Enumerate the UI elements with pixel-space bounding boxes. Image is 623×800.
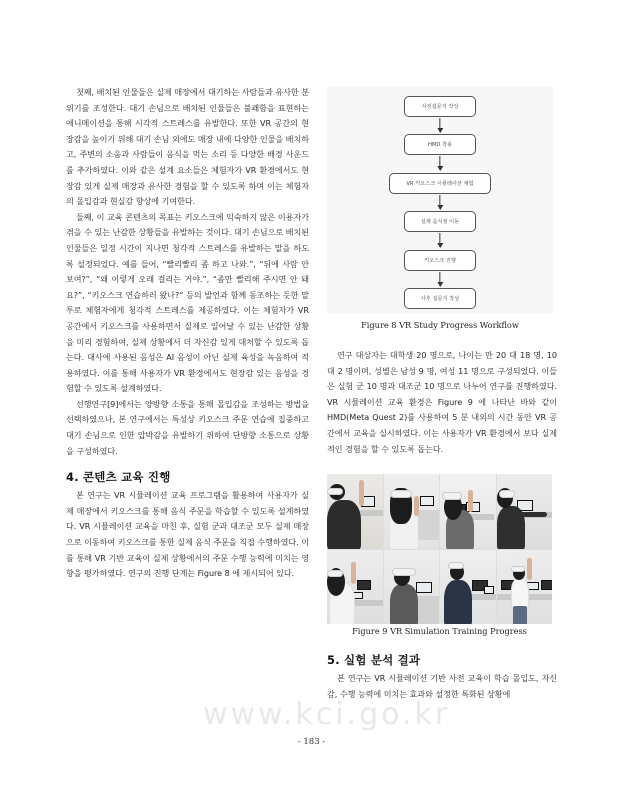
arrow-down-icon [439,195,440,209]
participants-paragraph: 연구 대상자는 대학생 20 명으로, 나이는 만 20 대 18 명, 10 대 2 명이며, 성별은 남성 9 명, 여성 11 명으로 구성되었다. 이들은 실험 군 10 명과 대조군 10 명으로 나누어 연구를 진행하였다. VR 시뮬레이션 교육 환경은 Figure 9 에 나타난 바와 같이 HMD(Meta Quest 2)를 사용하여 5 분 내외의 시간 동안 VR 공간에서 교육을 실시하였다. 이는 사용자가 VR 환경에서 보다 실제적인 경험을 할 수 있도록 돕는다. [327,350,557,454]
section-4-heading: 4. 콘텐츠 교육 진행 [66,470,171,485]
paragraph-prior-research: 선행연구[9]에서는 양방향 소통을 통해 몰입감을 조성하는 방법을 선택하였으나, 본 연구에서는 특성상 키오스크 주문 연습에 집중하고 대기 손님으로 인한 압박감을 유발하기 위하여 단방향 소통으로 상황을 구성하였다. [66,398,309,456]
arrow-down-icon [439,156,440,170]
section-5-paragraph: 본 연구는 VR 시뮬레이션 기반 사전 교육이 학습 몰입도, 자신감, 수행 능력에 미치는 효과와 설정한 특화된 상황에 [327,673,557,699]
paragraph-first-design-element: 첫째, 배치된 인물들은 실제 매장에서 대기하는 사람들과 유사한 분위기를 조성한다. 대기 손님으로 배치된 인물들은 불쾌함을 표현하는 애니메이션을 통해 시각적 스트레스를 유발한다. 또한 VR 공간의 현장감을 높이기 위해 대기 손님 외에도 매장 내에 다양한 인물을 배치하고, 주변의 소음과 사람들이 음식을 먹는 소리 등 다양한 배경 사운드를 추가하였다. 이와 같은 설계 요소들은 체험자가 VR 환경에서도 현장감 있게 실제 매장과 유사한 경험을 할 수 있도록 하며 이는 체험자의 몰입감과 현실감 향상에 기여한다. [66,87,309,207]
left-column [66,85,309,582]
workflow-flowchart [327,86,553,314]
right-column-lower [327,652,557,702]
workflow-step-kiosk: 키오스크 진행 [404,250,476,271]
section-5-heading: 5. 실험 분석 결과 [327,653,421,667]
training-photo-3 [440,474,496,549]
workflow-step-hmd: HMD 착용 [404,134,476,155]
page-number: - 183 - [297,737,326,747]
right-column-upper [327,348,557,457]
workflow-step-post-survey: 사후 설문지 작성 [404,288,476,309]
arrow-down-icon [439,118,440,132]
figure-8-caption: Figure 8 VR Study Progress Workflow [361,320,519,330]
arrow-down-icon [439,233,440,247]
kci-watermark: www.kci.go.kr [203,697,451,732]
training-photo-5 [327,550,383,625]
figure-8-workflow-diagram [327,86,553,314]
section-4-paragraph: 본 연구는 VR 시뮬레이션 교육 프로그램을 활용하여 사용자가 실제 매장에서 키오스크를 통해 음식 주문을 학습할 수 있도록 설계하였다. VR 시뮬레이션 교육을 마친 후, 실험 군과 대조군 모두 실제 매장으로 이동하여 키오스크를 통한 실제 음식 주문을 직접 수행하였다. 이를 통해 VR 기반 교육이 실제 상황에서의 주문 수행 능력에 미치는 영향을 평가하였다. 연구의 진행 단계는 Figure 8 에 제시되어 있다. [66,490,309,579]
workflow-step-vr-kiosk: VR 키오스크 시뮬레이션 체험 [389,173,491,194]
training-photo-8 [497,550,553,625]
figure-9-photo-grid [327,474,552,624]
training-photo-2 [384,474,440,549]
training-photo-7 [440,550,496,625]
arrow-down-icon [439,272,440,286]
workflow-step-move-restaurant: 실제 음식점 이동 [404,211,476,232]
training-photo-6 [384,550,440,625]
training-photo-1 [327,474,383,549]
workflow-step-pre-survey: 사전설문지 작성 [404,96,476,117]
figure-9-caption: Figure 9 VR Simulation Training Progress [352,626,527,636]
paragraph-second-design-element: 둘째, 이 교육 콘텐츠의 목표는 키오스크에 익숙하지 않은 이용자가 겪을 수 있는 난감한 상황들을 유발하는 것이다. 대기 손님으로 배치된 인물들은 일정 시간이 지나면 청각적 스트레스를 유발하는 말을 하도록 설정되었다. 예를 들어, “빨리빨리 좀 하고 나와.”, “뒤에 사람 안 보여?”, “왜 이렇게 오래 걸리는 거야.”, “좀만 빨리해 주시면 안 돼요?”, “키오스크 연습하러 왔나?” 등의 발언과 함께 동조하는 듯한 말투로 체험자에게 청각적 스트레스를 제공하였다. 이는 체험자가 VR 공간에서 키오스크를 사용하면서 실제로 일어날 수 있는 난감한 상황을 미리 경험하여, 실제 상황에서 더 자신감 있게 대처할 수 있도록 돕는다. 대사에 사용된 음성은 AI 음성이 아닌 실제 육성을 녹음하여 적용하였다. 이를 통해 사용자가 VR 환경에서도 현장감 있는 음성을 경험할 수 있도록 설계하였다. [66,211,309,394]
training-photo-4 [497,474,553,549]
